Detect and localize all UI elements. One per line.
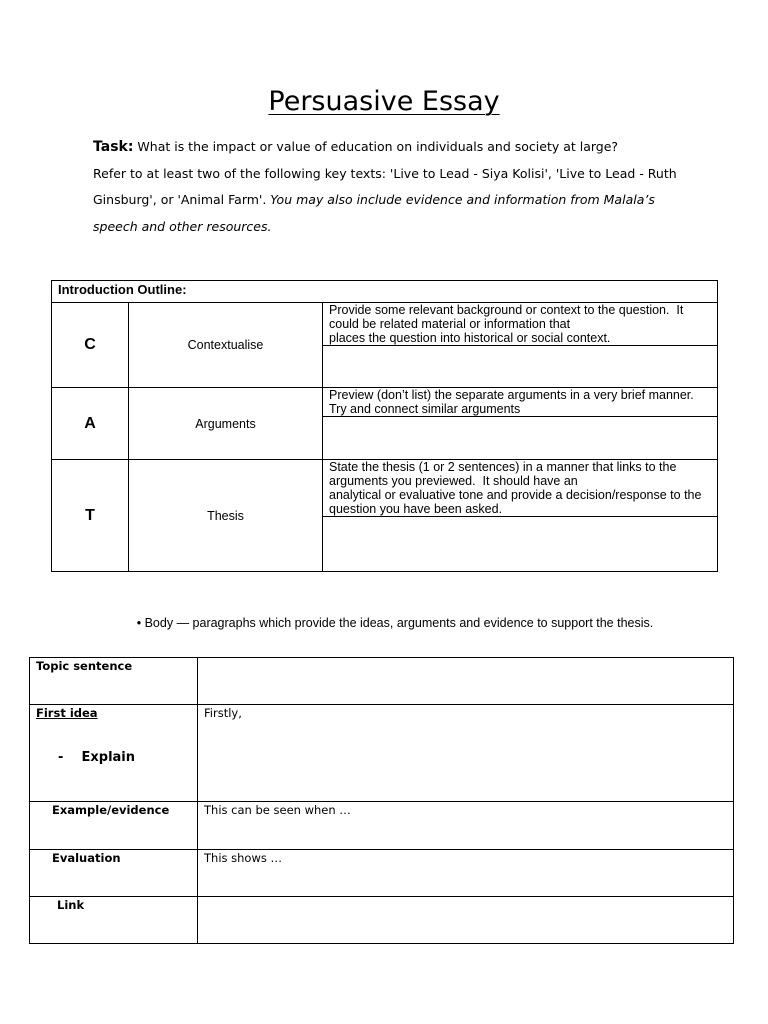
topic-sentence-field[interactable] (198, 658, 734, 705)
explain-label: - Explain (58, 750, 136, 765)
introduction-outline-header: Introduction Outline: (52, 281, 718, 303)
body-note: • Body — paragraphs which provide the ideas, arguments and evidence to support the thesis. (136, 616, 654, 630)
outline-desc-c-line-1: Provide some relevant background or context to the question. It could be related material or information that (329, 303, 684, 331)
outline-desc-t-line-1: State the thesis (1 or 2 sentences) in a manner that links to the arguments you previewed. It should have an (329, 460, 677, 488)
task-block (93, 134, 693, 241)
link-field[interactable] (198, 897, 734, 944)
body-paragraph-table (29, 657, 734, 944)
outline-step-thesis: Thesis (129, 460, 323, 572)
example-evidence-label: Example/evidence (30, 802, 198, 850)
evaluation-label: Evaluation (30, 850, 198, 897)
outline-answer-a[interactable] (323, 417, 718, 460)
evaluation-field[interactable]: This shows … (198, 850, 734, 897)
task-line-3: Ginsburg', or 'Animal Farm'. You may also include evidence and information from Malala’s (93, 192, 655, 208)
first-idea-field[interactable]: Firstly, (198, 705, 734, 802)
outline-letter-c: C (52, 303, 129, 388)
first-idea-label: First idea (36, 706, 98, 720)
outline-answer-t[interactable] (323, 517, 718, 572)
outline-answer-c[interactable] (323, 346, 718, 388)
example-evidence-field[interactable]: This can be seen when … (198, 802, 734, 850)
outline-desc-thesis (323, 460, 718, 517)
outline-step-arguments: Arguments (129, 388, 323, 460)
outline-letter-t: T (52, 460, 129, 572)
task-line-2: Refer to at least two of the following key texts: 'Live to Lead - Siya Kolisi', 'Live to Lead - Ruth (93, 165, 677, 181)
outline-letter-a: A (52, 388, 129, 460)
link-label: Link (30, 897, 198, 944)
task-question: What is the impact or value of education on individuals and society at large? (133, 139, 619, 154)
task-label: Task: (93, 139, 134, 155)
topic-sentence-label: Topic sentence (30, 658, 198, 705)
outline-desc-c-line-2: places the question into historical or social context. (329, 331, 611, 345)
first-idea-cell (30, 705, 198, 802)
task-line-1 (93, 134, 693, 161)
introduction-outline-table (51, 280, 718, 572)
outline-desc-arguments: Preview (don’t list) the separate arguments in a very brief manner. Try and connect similar arguments (323, 388, 718, 417)
task-line-4: speech and other resources. (93, 219, 272, 235)
outline-desc-t-line-2: analytical or evaluative tone and provide a decision/response to the question you have been asked. (329, 488, 702, 516)
outline-step-contextualise: Contextualise (129, 303, 323, 388)
outline-desc-contextualise (323, 303, 718, 346)
page-title: Persuasive Essay (268, 86, 500, 117)
